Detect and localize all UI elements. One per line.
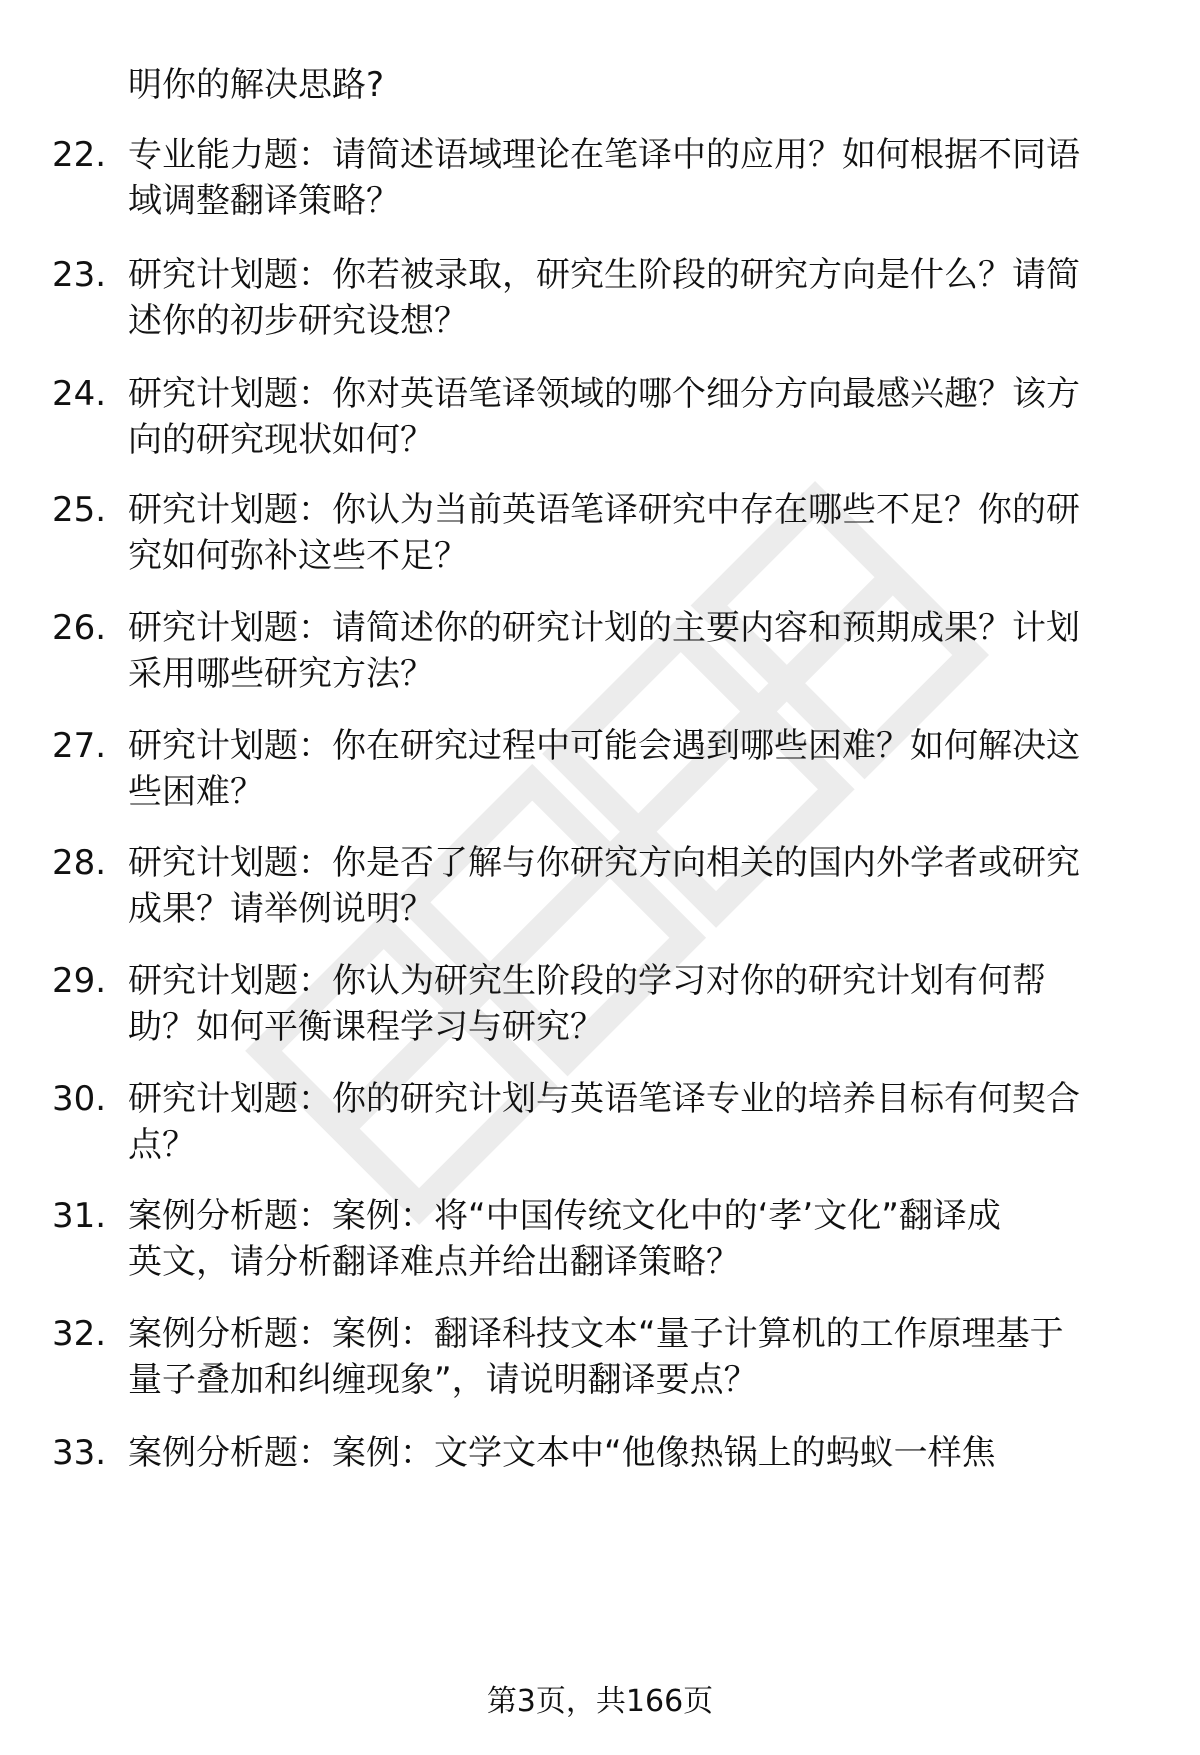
question-line: 案例分析题：案例：将“中国传统文化中的‘孝’文化”翻译成 [128,1196,1001,1236]
question-number: 22. [52,135,107,175]
question-text [128,132,1188,224]
continued-question-text: 明你的解决思路? [128,65,385,105]
page-footer: 第3页，共166页 [486,1684,714,1719]
question-text [128,252,1188,344]
question-text [128,723,1188,815]
question-line: 研究计划题：你认为当前英语笔译研究中存在哪些不足？你的研 [128,490,1080,530]
question-number: 33. [52,1433,107,1473]
question-text [128,840,1188,932]
question-line: 研究计划题：你在研究过程中可能会遇到哪些困难？如何解决这 [128,726,1080,766]
question-number: 28. [52,843,107,883]
question-line: 研究计划题：你是否了解与你研究方向相关的国内外学者或研究 [128,843,1080,883]
question-text [128,1193,1188,1285]
question-line: 述你的初步研究设想？ [128,301,468,341]
question-line: 助？如何平衡课程学习与研究？ [128,1007,604,1047]
question-number: 24. [52,374,107,414]
question-text [128,958,1188,1050]
question-line: 些困难？ [128,772,264,812]
question-line: 案例分析题：案例：文学文本中“他像热锅上的蚂蚁一样焦 [128,1433,996,1473]
question-number: 32. [52,1314,107,1354]
question-text [128,1430,1188,1476]
question-line: 案例分析题：案例：翻译科技文本“量子计算机的工作原理基于 [128,1314,1064,1354]
question-number: 29. [52,961,107,1001]
question-text [128,605,1188,697]
question-number: 31. [52,1196,107,1236]
question-text [128,487,1188,579]
question-line: 究如何弥补这些不足？ [128,536,468,576]
question-line: 英文，请分析翻译难点并给出翻译策略？ [128,1242,740,1282]
question-line: 研究计划题：你对英语笔译领域的哪个细分方向最感兴趣？该方 [128,374,1080,414]
question-text [128,1311,1188,1403]
question-number: 23. [52,255,107,295]
question-line: 量子叠加和纠缠现象”，请说明翻译要点？ [128,1360,758,1400]
question-line: 向的研究现状如何？ [128,420,434,460]
question-line: 采用哪些研究方法？ [128,654,434,694]
question-number: 27. [52,726,107,766]
question-line: 研究计划题：你的研究计划与英语笔译专业的培养目标有何契合 [128,1079,1080,1119]
question-line: 域调整翻译策略？ [128,181,400,221]
question-number: 25. [52,490,107,530]
question-line: 研究计划题：你若被录取，研究生阶段的研究方向是什么？请简 [128,255,1080,295]
question-number: 26. [52,608,107,648]
question-line: 成果？请举例说明？ [128,889,434,929]
question-text [128,371,1188,463]
question-line: 点？ [128,1125,196,1165]
question-number: 30. [52,1079,107,1119]
question-line: 研究计划题：你认为研究生阶段的学习对你的研究计划有何帮 [128,961,1046,1001]
question-text [128,1076,1188,1168]
question-line: 专业能力题：请简述语域理论在笔译中的应用？如何根据不同语 [128,135,1080,175]
question-line: 研究计划题：请简述你的研究计划的主要内容和预期成果？计划 [128,608,1080,648]
